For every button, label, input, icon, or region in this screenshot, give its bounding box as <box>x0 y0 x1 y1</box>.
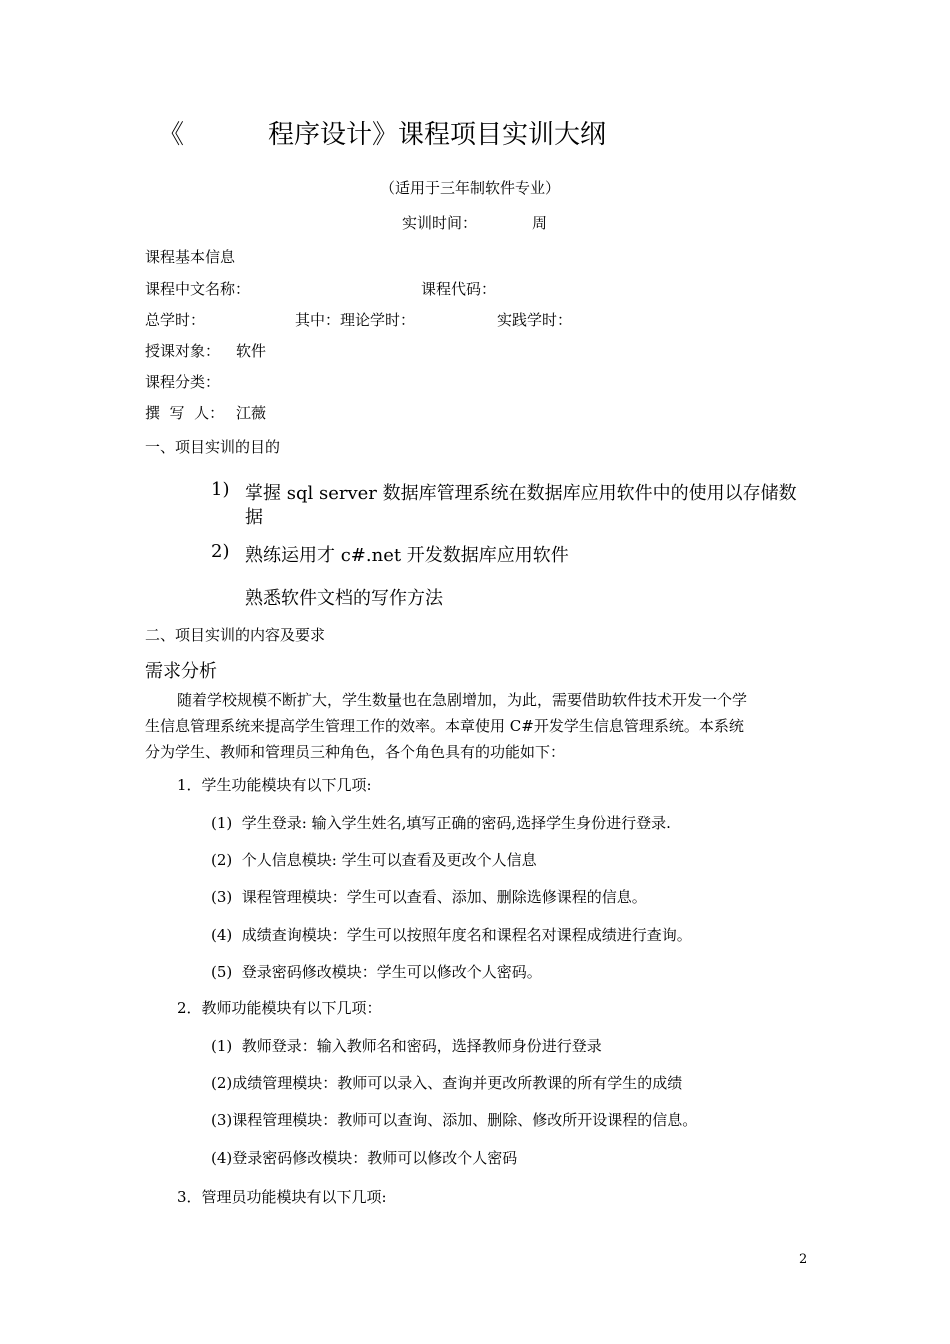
category-label: 课程分类： <box>145 373 221 391</box>
objective-extra: 熟悉软件文档的写作方法 <box>245 588 443 609</box>
requirements-analysis-heading: 需求分析 <box>145 661 217 682</box>
list-item: (3)课程管理模块：教师可以查询、添加、删除、修改所开设课程的信息。 <box>211 1111 698 1129</box>
teacher-modules-heading: 2．教师功能模块有以下几项： <box>177 999 382 1017</box>
audience-value: 软件 <box>236 342 267 360</box>
admin-modules-heading: 3．管理员功能模块有以下几项: <box>177 1188 387 1206</box>
list-item: (1) 教师登录：输入教师名和密码，选择教师身份进行登录 <box>211 1037 602 1055</box>
page-title: 程序设计》课程项目实训大纲 <box>268 120 607 150</box>
audience-label: 授课对象： <box>145 342 221 360</box>
objective-text-continued: 据 <box>245 507 263 528</box>
list-item: (2) 个人信息模块: 学生可以查看及更改个人信息 <box>211 851 537 869</box>
intro-paragraph-line: 生信息管理系统来提高学生管理工作的效率。本章使用 C#开发学生信息管理系统。本系统 <box>145 717 744 735</box>
list-item: (2)成绩管理模块：教师可以录入、查询并更改所教课的所有学生的成绩 <box>211 1074 683 1092</box>
title-open-bracket: 《 <box>158 120 185 150</box>
objective-text: 掌握 sql server 数据库管理系统在数据库应用软件中的使用以存储数 <box>245 483 797 504</box>
subtitle: （适用于三年制软件专业） <box>380 179 561 197</box>
course-code-label: 课程代码： <box>421 280 497 298</box>
page-number: 2 <box>799 1252 808 1267</box>
intro-paragraph-line: 随着学校规模不断扩大，学生数量也在急剧增加，为此，需要借助软件技术开发一个学 <box>177 691 748 709</box>
list-item: (5) 登录密码修改模块：学生可以修改个人密码。 <box>211 963 542 981</box>
objective-number: 1) <box>211 479 230 500</box>
basic-info-heading: 课程基本信息 <box>145 248 236 266</box>
list-item: (4)登录密码修改模块：教师可以修改个人密码 <box>211 1149 518 1167</box>
section2-heading: 二、项目实训的内容及要求 <box>145 626 326 644</box>
theory-hours-label: 其中：理论学时： <box>295 311 416 329</box>
training-time-unit: 周 <box>532 214 548 232</box>
course-cn-name-label: 课程中文名称： <box>145 280 251 298</box>
total-hours-label: 总学时： <box>145 311 206 329</box>
objective-text: 熟练运用才 c#.net 开发数据库应用软件 <box>245 545 569 566</box>
list-item: (4) 成绩查询模块：学生可以按照年度名和课程名对课程成绩进行查询。 <box>211 926 692 944</box>
practice-hours-label: 实践学时： <box>497 311 573 329</box>
student-modules-heading: 1．学生功能模块有以下几项: <box>177 776 372 794</box>
author-label: 撰 写 人： <box>145 404 225 422</box>
list-item: (1) 学生登录: 输入学生姓名,填写正确的密码,选择学生身份进行登录. <box>211 814 671 832</box>
list-item: (3) 课程管理模块：学生可以查看、添加、删除选修课程的信息。 <box>211 888 647 906</box>
training-time-label: 实训时间： <box>402 214 478 232</box>
section1-heading: 一、项目实训的目的 <box>145 438 281 456</box>
objective-number: 2) <box>211 541 230 562</box>
intro-paragraph-line: 分为学生、教师和管理员三种角色，各个角色具有的功能如下： <box>145 743 566 761</box>
author-value: 江薇 <box>236 404 267 422</box>
